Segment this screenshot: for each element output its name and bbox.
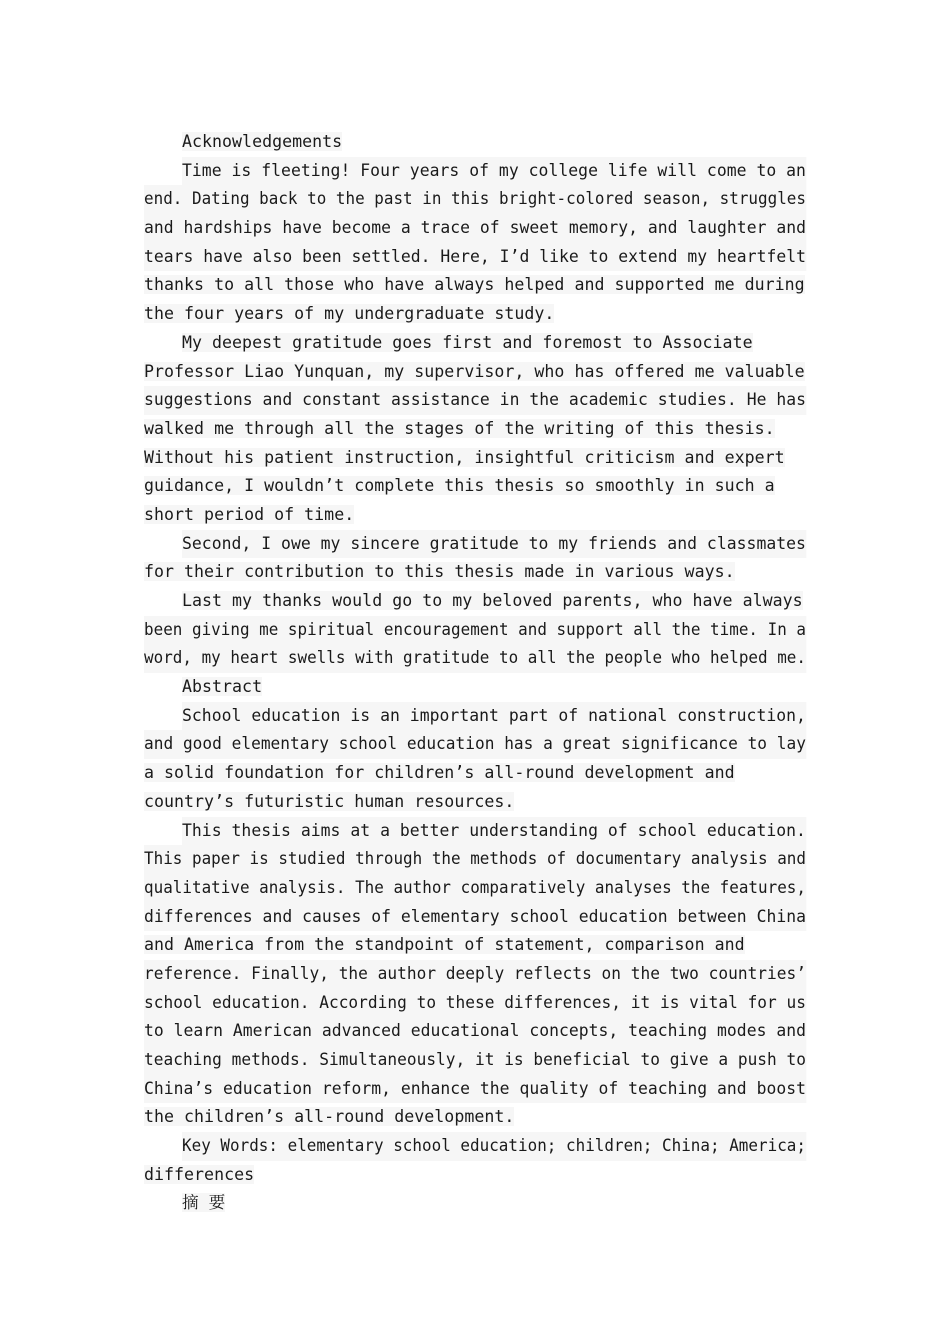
text-line (144, 501, 806, 530)
text-line (144, 874, 806, 903)
text-line (144, 730, 806, 759)
text-line-content: thanks to all those who have always helped and supported me during (144, 275, 805, 295)
text-line (144, 960, 806, 989)
text-line (144, 903, 806, 932)
text-line-content: 摘 要 (182, 1193, 226, 1213)
text-line-content: reference. Finally, the author deeply reflects on the two countries’ (144, 960, 806, 989)
text-line (144, 1046, 806, 1075)
text-line (144, 1075, 806, 1104)
text-line (144, 386, 806, 415)
text-line (144, 616, 806, 645)
text-line (144, 587, 806, 616)
text-line (144, 530, 806, 559)
text-line-content: short period of time. (144, 504, 355, 524)
text-line-content: This thesis aims at a better understanding of school education. (182, 817, 806, 846)
text-line (144, 271, 806, 300)
text-line-content: Time is fleeting! Four years of my college life will come to an (182, 157, 806, 186)
text-line-content: My deepest gratitude goes first and foremost to Associate (182, 332, 753, 352)
text-line (144, 415, 806, 444)
text-line (144, 558, 806, 587)
text-line-content: for their contribution to this thesis made in various ways. (144, 562, 735, 582)
text-line-content: suggestions and constant assistance in the academic studies. He has (144, 386, 806, 415)
text-line (144, 1161, 806, 1190)
text-line-content: and America from the standpoint of statement, comparison and (144, 935, 745, 955)
text-line-content: This paper is studied through the methods of documentary analysis and (144, 845, 806, 874)
text-line (144, 329, 806, 358)
text-line (144, 214, 806, 243)
text-line-content: teaching methods. Simultaneously, it is beneficial to give a push to (144, 1046, 806, 1075)
text-line-content: and good elementary school education has a great significance to lay (144, 730, 806, 759)
text-line (144, 931, 806, 960)
text-line-content: Acknowledgements (182, 132, 343, 151)
text-line (144, 300, 806, 329)
text-line-content: tears have also been settled. Here, I’d like to extend my heartfelt (144, 243, 806, 272)
text-line (144, 1017, 806, 1046)
text-line-content: Second, I owe my sincere gratitude to my friends and classmates (182, 530, 806, 559)
text-line (144, 243, 806, 272)
text-line (144, 1103, 806, 1132)
text-line (144, 185, 806, 214)
text-line (144, 702, 806, 731)
text-line (144, 358, 806, 387)
text-line-content: word, my heart swells with gratitude to all the people who helped me. (144, 644, 806, 673)
text-line-content: end. Dating back to the past in this bright-colored season, struggles (144, 185, 806, 214)
document-body (144, 128, 806, 1218)
text-line-content: Abstract (182, 677, 263, 697)
text-line (144, 444, 806, 473)
text-line (144, 644, 806, 673)
text-line-content: Last my thanks would go to my beloved parents, who have always (182, 591, 803, 610)
text-line (144, 673, 806, 702)
text-line-content: qualitative analysis. The author comparatively analyses the features, (144, 874, 806, 903)
text-line (144, 472, 806, 501)
text-line (144, 157, 806, 186)
text-line (144, 1189, 806, 1218)
text-line (144, 788, 806, 817)
text-line (144, 845, 806, 874)
text-line (144, 759, 806, 788)
text-line-content: a solid foundation for children’s all-round development and (144, 763, 735, 783)
text-line-content: School education is an important part of national construction, (182, 702, 806, 731)
text-line-content: Without his patient instruction, insightful criticism and expert (144, 447, 785, 467)
text-line-content: Professor Liao Yunquan, my supervisor, who has offered me valuable (144, 361, 805, 381)
text-line-content: been giving me spiritual encouragement and support all the time. In a (144, 616, 806, 645)
text-line-content: the children’s all-round development. (144, 1107, 515, 1127)
text-line-content: and hardships have become a trace of sweet memory, and laughter and (144, 214, 806, 243)
text-line-content: differences and causes of elementary school education between China (144, 903, 806, 932)
text-line-content: to learn American advanced educational concepts, teaching modes and (144, 1017, 806, 1046)
text-line (144, 1132, 806, 1161)
text-line-content: guidance, I wouldn’t complete this thesis so smoothly in such a (144, 476, 775, 496)
text-line-content: China’s education reform, enhance the quality of teaching and boost (144, 1075, 806, 1104)
text-line (144, 989, 806, 1018)
text-line-content: the four years of my undergraduate study. (144, 304, 555, 324)
text-line-content: country’s futuristic human resources. (144, 791, 515, 811)
text-line (144, 128, 806, 157)
text-line-content: Key Words: elementary school education; children; China; America; (182, 1132, 806, 1161)
text-line-content: walked me through all the stages of the writing of this thesis. (144, 418, 775, 438)
text-line-content: differences (144, 1164, 255, 1184)
text-line-content: school education. According to these differences, it is vital for us (144, 989, 806, 1018)
text-line (144, 817, 806, 846)
